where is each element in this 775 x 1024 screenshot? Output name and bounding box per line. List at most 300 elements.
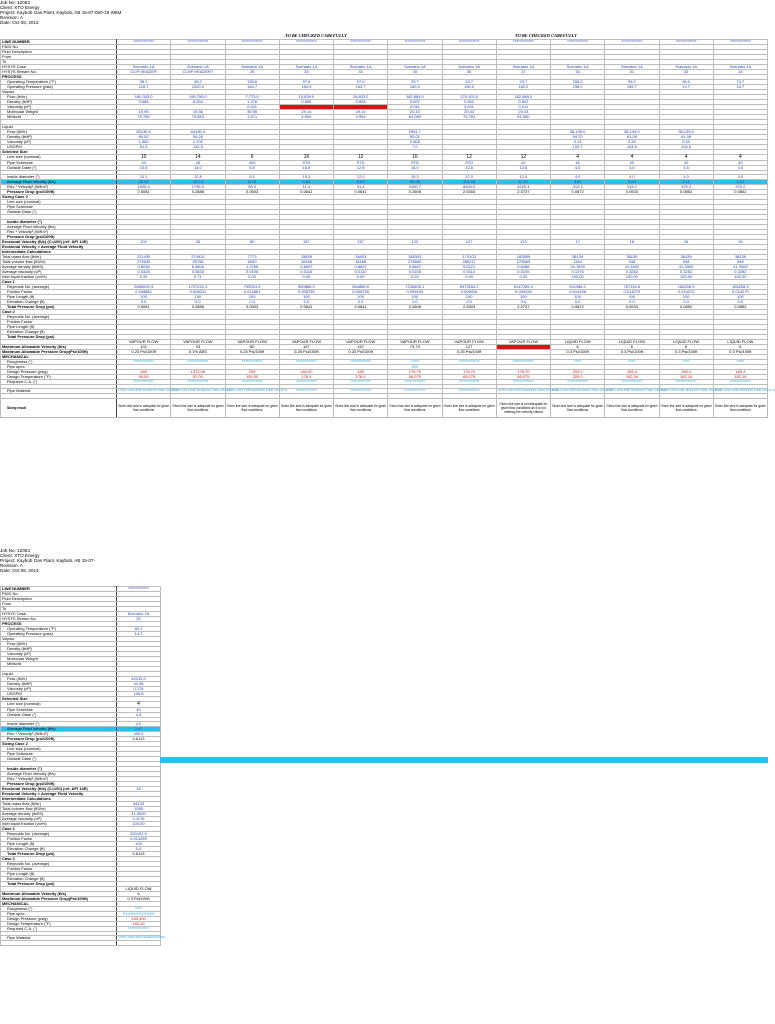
cell-value: Scenario 1A xyxy=(388,65,442,70)
cell-value: 10.1 xyxy=(117,175,171,180)
cell-value: 0.009426 xyxy=(496,289,550,294)
cell-value: 412.1 xyxy=(551,185,605,190)
cell-value: 5.534 xyxy=(171,100,225,105)
cell-value: 0.011 xyxy=(225,105,279,110)
cell-value: 0.3 Psi/100ft xyxy=(659,349,713,354)
cell-value: 160,303.0 xyxy=(117,95,171,100)
row-label: Fluid Description xyxy=(1,50,117,55)
cell-value: 1.560 xyxy=(117,139,171,144)
cell-value: 38139 xyxy=(713,254,767,259)
cell-value: ASTM A 106/A 53(B) SEAMLESS STEEL (A53-B Gr) xyxy=(714,389,775,393)
cell-value: XXXXXXXXXXXX xyxy=(279,359,333,364)
cell-value: 12.0 xyxy=(442,175,496,180)
cell-value: 948 xyxy=(659,259,713,264)
project: Project: Kaybob Gas Plant, Kaybob, AB 15-07-060-18 W5M xyxy=(0,10,122,15)
cell-value: 0.008755 xyxy=(279,289,333,294)
row-label: Density (lb/ft³) xyxy=(1,647,117,652)
cell-value: 182.16 xyxy=(659,374,713,379)
cell-value: 16 xyxy=(279,154,333,160)
cell-value: 15839 xyxy=(279,254,333,259)
cell-value: 0.012861 xyxy=(225,289,279,294)
cell-value: XXXX xyxy=(659,359,713,364)
cell-value: 8.4805 xyxy=(171,264,225,269)
cell-value: 4 xyxy=(551,154,605,160)
cell-value: 81.5 xyxy=(117,144,171,149)
cell-value: 250.0 xyxy=(551,80,605,85)
row-label: Pressure Drop (psi/100ft) xyxy=(1,234,117,239)
row-label: Density (lb/ft³) xyxy=(1,100,117,105)
row-label: Viscosity (cP) xyxy=(1,686,117,691)
row-label: Selected Size xyxy=(1,696,117,701)
cell-value: 139.6 xyxy=(225,80,279,85)
cell-value: 0.5081 xyxy=(117,304,171,309)
row-label: Intermediate Calculations xyxy=(1,249,117,254)
row-label: Pipe Schedule xyxy=(1,160,117,165)
cell-value: 4.0 xyxy=(551,175,605,180)
cell-value: XXXXXXXXXXXX xyxy=(442,379,496,384)
row-label: Line size (nominal) xyxy=(1,154,117,160)
cell-value: 0.0 xyxy=(605,299,659,304)
cell-value: 0.00 xyxy=(225,274,279,279)
cell-value: 38,139.0 xyxy=(551,129,605,134)
row-label: PROCESS xyxy=(1,622,117,627)
row-label: Flow (lb/hr) xyxy=(1,676,117,681)
cell-value: 375.2 xyxy=(713,185,767,190)
cell-value: 37 xyxy=(496,70,550,75)
cell-value: STD xyxy=(279,160,333,165)
cell-value: 0.25 Psi/100ft xyxy=(334,349,388,354)
cell-value: 0.0 xyxy=(117,299,171,304)
row-label: Total Pressure Drop (psi) xyxy=(1,881,117,886)
row-label: Elevation Change (ft) xyxy=(1,846,117,851)
row-label: Pipe Length (ft) xyxy=(1,841,117,846)
cell-value: 38,139.0 xyxy=(605,129,659,134)
cell-value: Given line size is adequate for given flow conditions xyxy=(225,398,279,417)
cell-value: LIQUID FLOW xyxy=(605,339,659,344)
row-label: Pipe Schedule xyxy=(1,707,117,712)
row-label: Elevation Change (ft) xyxy=(1,876,117,881)
cell-value: 87.02 xyxy=(496,180,550,185)
revision: Revision: A xyxy=(0,15,23,20)
check-note: TO BE CHECKED CAREFULLY xyxy=(515,33,577,38)
cell-value: 0.008755 xyxy=(334,289,388,294)
cell-value: 182889 xyxy=(496,254,550,259)
cell-value: 5.93 xyxy=(334,180,388,185)
cell-value: 18 xyxy=(117,786,161,791)
cell-value: 44133 xyxy=(117,801,161,806)
cell-value: 54.26 xyxy=(171,134,225,139)
cell-value: XXXXXXXXXXXX xyxy=(279,379,333,384)
cell-value: 102.7 xyxy=(551,144,605,149)
row-label: Pipe Schedule xyxy=(1,752,117,757)
cell-value: 0.1% ABS xyxy=(171,349,225,354)
cell-value: 550888.9 xyxy=(279,284,333,289)
cell-value: ASTM A 106/A 53(B) SEAMLESS STEEL (A53-B Gr) xyxy=(172,389,233,393)
cell-value: 100 xyxy=(279,294,333,299)
cell-value: 7,773.0 xyxy=(225,95,279,100)
cell-value: 3.12 xyxy=(713,180,767,185)
cell-value: 0.014270 xyxy=(605,289,659,294)
cell-value: CLIP HEADER xyxy=(117,70,171,75)
row-label: Reynolds No. (average) xyxy=(1,861,117,866)
cell-value: 18 xyxy=(713,70,767,75)
cell-value: VAPOUR FLOW xyxy=(388,339,442,344)
cell-value: Given line size is adequate for given flow conditions xyxy=(713,398,767,417)
cell-value: Scenario 1A xyxy=(117,612,161,617)
cell-value: XXXXXXXXXXXX xyxy=(171,40,225,45)
client: Client: XTO Energy xyxy=(0,553,40,558)
row-label: Erosional Velocity > Average Fluid Velocity xyxy=(1,791,117,796)
cell-value: 158.0 xyxy=(551,85,605,90)
cell-value: 7.0 xyxy=(388,144,442,149)
row-label: Operating Temperature (°F) xyxy=(1,80,117,85)
row-label: From xyxy=(1,55,117,60)
cell-value: 375.2 xyxy=(659,185,713,190)
row-label: Roughness (") xyxy=(1,359,117,364)
cell-value: 15.3 xyxy=(279,175,333,180)
cell-value: STD xyxy=(388,160,442,165)
cell-value: 6090 xyxy=(225,259,279,264)
cell-value: 1795.0 xyxy=(171,185,225,190)
cell-value: 157 xyxy=(279,239,333,244)
row-label: P&ID No. xyxy=(1,45,117,50)
cell-value: LIQUID FLOW xyxy=(659,339,713,344)
cell-value: 6225.4 xyxy=(496,185,550,190)
cell-value: 12.8 xyxy=(171,175,225,180)
cell-value: 0.0852 xyxy=(659,304,713,309)
cell-value: 0.0106 xyxy=(225,269,279,274)
cell-value: 0.2606 xyxy=(388,190,442,195)
row-label: Reynolds No. (average) xyxy=(1,831,117,836)
cell-value: 0.0018 xyxy=(388,359,442,364)
cell-value: XXXXXXXXXXXX xyxy=(388,379,442,384)
row-label: Pressure Drop (psi/100ft) xyxy=(1,781,117,786)
revision: Revision: A xyxy=(0,563,23,568)
cell-value: 80 xyxy=(225,344,279,349)
cell-value: 16 xyxy=(713,239,767,244)
cell-value: 2.5303 xyxy=(442,304,496,309)
cell-value: XXXX xyxy=(713,359,767,364)
cell-value: 23.7 xyxy=(496,80,550,85)
row-label: Viscosity (cP) xyxy=(1,139,117,144)
cell-value: 0.25 Psi/100ft xyxy=(225,349,279,354)
cell-value: 65.01 xyxy=(388,134,442,139)
line-sizing-table xyxy=(0,586,166,946)
row-label: Selected Size xyxy=(1,149,117,154)
row-label: Erosional Velocity (ft/s) (C=100) (ref. API 14E) xyxy=(1,786,117,791)
job-number: Job No: 12053 xyxy=(0,0,30,5)
cell-value: 221430 xyxy=(117,254,171,259)
row-label: Viscosity (cP) xyxy=(1,105,117,110)
row-label: Pipe spec. xyxy=(1,911,117,916)
cell-value: XXXXXXXXXXXX xyxy=(551,379,605,384)
row-label: Average Fluid Velocity (ft/s) xyxy=(1,180,117,185)
row-label: Sizing Case 2 xyxy=(1,742,117,747)
row-label: Operating Pressure (psia) xyxy=(1,632,117,637)
cell-value: XXXXXXXXXXXX xyxy=(279,40,333,45)
cell-value: 0.014289 xyxy=(117,836,161,841)
cell-value: 4 xyxy=(713,154,767,160)
row-label: Total mass flow (lb/hr) xyxy=(1,254,117,259)
cell-value: 66.075 xyxy=(496,374,550,379)
row-label: Molecular Weight xyxy=(1,110,117,115)
cell-value: 90.00 xyxy=(117,374,171,379)
cell-value: 34.7600 xyxy=(551,264,605,269)
cell-value: 0.31 xyxy=(117,274,171,279)
cell-value: 6 xyxy=(551,344,605,349)
cell-value: 7236605.1 xyxy=(388,284,442,289)
cell-value: LIQUID FLOW xyxy=(713,339,767,344)
cell-value: 166208.9 xyxy=(713,284,767,289)
cell-value: 40 xyxy=(117,707,161,712)
cell-value: XXXXXXXXXXXX xyxy=(225,359,279,364)
cell-value: XXXXXXXXXXXX xyxy=(605,379,659,384)
cell-value: 41.3300 xyxy=(605,264,659,269)
row-label: Maximum Allowable Pressure Drop(Psi/100ft) xyxy=(1,896,117,901)
cell-value: XXXXXXXXXXXX xyxy=(334,359,388,364)
cell-value: 104.6 xyxy=(605,144,659,149)
cell-value: 176.4 xyxy=(334,374,388,379)
cell-value: 4.0 xyxy=(713,175,767,180)
cell-value: 81.080 xyxy=(388,115,442,120)
cell-value: 18168 xyxy=(334,259,388,264)
cell-value: 20.43 xyxy=(388,110,442,115)
cell-value: 0.895 xyxy=(334,100,388,105)
cell-value: 6147285.4 xyxy=(496,284,550,289)
row-label: MECHANICAL xyxy=(1,354,117,359)
cell-value: 1080 xyxy=(117,806,161,811)
row-label: Case 1 xyxy=(1,279,117,284)
cell-value: 4.5 xyxy=(713,165,767,170)
cell-value: 16 xyxy=(388,154,442,160)
cell-value: 14.0 xyxy=(171,165,225,170)
row-label: Maximum Allowable Velocity (ft/s) xyxy=(1,344,117,349)
cell-value: 100 xyxy=(334,294,388,299)
cell-value: 160.0 xyxy=(442,85,496,90)
row-label: Design Pressure (psig) xyxy=(1,916,117,921)
row-label: HYSYS Stream No. xyxy=(1,617,117,622)
cell-value: 0.3 Psi/100ft xyxy=(713,349,767,354)
cell-value: 0.008311 xyxy=(171,289,225,294)
cell-value: 0.02 xyxy=(388,274,442,279)
row-label: Design Pressure (psig) xyxy=(1,369,117,374)
cell-value: VAPOUR FLOW xyxy=(225,339,279,344)
row-label: Reynolds No. (average) xyxy=(1,284,117,289)
row-label: HYSYS Stream No. xyxy=(1,70,117,75)
cell-value: 23.7 xyxy=(388,80,442,85)
cell-value: 0.822 xyxy=(388,100,442,105)
cell-value: XXXXXXXXXXXX xyxy=(659,40,713,45)
cell-value: 787116.6 xyxy=(605,284,659,289)
cell-value: XXXXXXXXXXXX xyxy=(659,379,713,384)
sheet-header xyxy=(0,548,160,573)
cell-value: Given line size is adequate for given flow conditions xyxy=(659,398,713,417)
cell-value: 564888.6 xyxy=(334,284,388,289)
cell-value: 0.0641 xyxy=(279,190,333,195)
cell-value: 0.011 xyxy=(496,105,550,110)
cell-value: 200 xyxy=(225,369,279,374)
cell-value: 0.011 xyxy=(442,105,496,110)
cell-value: 97.0 xyxy=(279,80,333,85)
row-label: Maximum Allowable Pressure Drop(Psi/100ft) xyxy=(1,349,117,354)
row-label: Pipe spec. xyxy=(1,364,117,369)
cell-value: 31 xyxy=(605,70,659,75)
cell-value: XXXXXXXXXXXX xyxy=(171,359,225,364)
cell-value: 12.8 xyxy=(496,165,550,170)
row-label: Pipe Material xyxy=(1,936,117,941)
row-label: To xyxy=(1,607,117,612)
cell-value: 0.1276 xyxy=(551,269,605,274)
cell-value: 4 xyxy=(605,154,659,160)
row-label: Inside diameter (") xyxy=(1,766,117,771)
cell-value: 40 xyxy=(659,160,713,165)
row-label: Total Pressure Drop (psi) xyxy=(1,334,117,339)
cell-value: 4.0 xyxy=(605,175,659,180)
row-label: Outside Diam (") xyxy=(1,757,117,762)
cell-value: 0.0641 xyxy=(334,304,388,309)
cell-value: 0.895 xyxy=(279,100,333,105)
row-label: Average density (lb/ft3) xyxy=(1,811,117,816)
cell-value: 0.805 xyxy=(388,139,442,144)
cell-value: 0.25 Psi/100ft xyxy=(279,349,333,354)
cell-value: 61.08 xyxy=(605,134,659,139)
cell-value: 100.00 xyxy=(605,274,659,279)
row-label: Rho * Velocity² (lb/ft.s²) xyxy=(1,732,117,737)
row-label: Required C.A. (") xyxy=(1,379,117,384)
cell-value: 30 xyxy=(551,70,605,75)
cell-value: 0.6113 xyxy=(117,737,161,742)
row-label: Friction Factor xyxy=(1,836,117,841)
cell-value: 40.98 xyxy=(388,180,442,185)
cell-value: 3.12 xyxy=(659,180,713,185)
cell-value: 2885000.3 xyxy=(117,284,171,289)
row-label: USGPM xyxy=(1,691,117,696)
cell-value: 57.00 xyxy=(171,374,225,379)
highlight-bar xyxy=(160,757,768,763)
cell-value: 40 xyxy=(551,160,605,165)
cell-value: XXXXXXXXXXXX xyxy=(496,359,550,364)
cell-value: 100 xyxy=(388,294,442,299)
cell-value: ASTM A 106/A 53(B) SEAMLESS STEEL xyxy=(118,936,166,940)
cell-value: 179,103.0 xyxy=(442,95,496,100)
cell-value: 6979184.2 xyxy=(442,284,496,289)
cell-value: 33758 xyxy=(171,259,225,264)
cell-value: 182.16 xyxy=(117,921,161,926)
cell-value: 0.3 Psi/100ft xyxy=(551,349,605,354)
cell-value: 4.80 xyxy=(279,180,333,185)
cell-value: 795024.5 xyxy=(225,284,279,289)
cell-value: 0.005193 xyxy=(388,289,442,294)
project: Project: Kaybob Gas Plant, Kaybob, AB 15-07- xyxy=(0,558,95,563)
row-label: Reynolds No. (average) xyxy=(1,314,117,319)
cell-value: 5.24 xyxy=(605,180,659,185)
cell-value: 0.0 xyxy=(171,299,225,304)
cell-value: 176.4 xyxy=(279,374,333,379)
cell-value: 1164 xyxy=(551,259,605,264)
cell-value: Given line size is adequate for given flow conditions xyxy=(442,398,496,417)
cell-value: 36 xyxy=(442,70,496,75)
cell-value: 14.7 xyxy=(117,632,161,637)
cell-value: 30 xyxy=(117,617,161,622)
cell-value: 4 xyxy=(117,701,161,707)
cell-value: 11.4 xyxy=(279,185,333,190)
cell-value: 65.075 xyxy=(442,374,496,379)
cell-value: 274910 xyxy=(171,254,225,259)
cell-value: 0.0852 xyxy=(713,304,767,309)
row-label: Case 1 xyxy=(1,826,117,831)
cell-value: XXXXXXXXXXXX xyxy=(496,40,550,45)
cell-value: 0.6221 xyxy=(442,264,496,269)
cell-value: 6 xyxy=(225,154,279,160)
cell-value: 0.822 xyxy=(442,100,496,105)
cell-value: VAPOUR FLOW xyxy=(334,339,388,344)
cell-value: Scenario 1A xyxy=(117,65,171,70)
cell-value: 41.06 xyxy=(117,681,161,686)
cell-value: 159.7 xyxy=(605,85,659,90)
cell-value: 100 xyxy=(605,294,659,299)
cell-value: 16 xyxy=(659,239,713,244)
cell-value: Scenario 1A xyxy=(442,65,496,70)
cell-value: 157 xyxy=(334,344,388,349)
row-label: HYSYS Case xyxy=(1,612,117,617)
row-label: Pipe Material xyxy=(1,389,117,394)
cell-value: 0.3 Psi/100ft xyxy=(605,349,659,354)
cell-value: 0.0872 xyxy=(551,304,605,309)
row-label: MMscfd xyxy=(1,115,117,120)
calculation-sheet-2 xyxy=(0,548,166,941)
cell-value: 4.994 xyxy=(334,115,388,120)
cell-value: 0.0852 xyxy=(713,190,767,195)
cell-value: 0.0 xyxy=(388,299,442,304)
cell-value: 0.13 xyxy=(551,139,605,144)
cell-value: 320.0 xyxy=(551,374,605,379)
cell-value: 0.8697 xyxy=(334,264,388,269)
cell-value: 79.781 xyxy=(442,115,496,120)
cell-value: 4.5 xyxy=(551,165,605,170)
row-label xyxy=(1,941,117,946)
cell-value: 66.075 xyxy=(388,374,442,379)
cell-value: STD xyxy=(334,160,388,165)
cell-value: XXXXXXXXXXXX xyxy=(171,379,225,384)
cell-value: 100.00 xyxy=(713,274,767,279)
cell-value: 41.0500 xyxy=(117,811,161,816)
cell-value: 6 xyxy=(659,344,713,349)
cell-value: 0.0933 xyxy=(605,190,659,195)
cell-value: 220191.0 xyxy=(117,831,161,836)
cell-value: 154.9 xyxy=(279,85,333,90)
cell-value: 0.0 xyxy=(713,299,767,304)
cell-value: 4.0 xyxy=(117,722,161,727)
cell-value: 44133.0 xyxy=(117,676,161,681)
cell-value: 0.8036 xyxy=(117,264,171,269)
cell-value: ASTM A 106/A 53(B) SEAMLESS STEEL (A53-B Gr) xyxy=(118,389,179,393)
cell-value: 74.7 xyxy=(713,80,767,85)
cell-value: XXXXXXXXXXXX xyxy=(442,40,496,45)
cell-value: 0.0933 xyxy=(605,304,659,309)
date: Date: Oct 08, 2013 xyxy=(0,568,39,573)
cell-value: XXXXXXXXXXXX xyxy=(713,40,767,45)
cell-value: 0.2888 xyxy=(171,304,225,309)
cell-value: 38.1 xyxy=(117,80,171,85)
cell-value: 1.2766 xyxy=(225,264,279,269)
row-label: USGPM xyxy=(1,144,117,149)
cell-value: Scenario 1A xyxy=(171,65,225,70)
row-label: Required C.A. (") xyxy=(1,926,117,931)
cell-value: 3.82 xyxy=(551,180,605,185)
cell-value: VAPOUR FLOW xyxy=(117,339,171,344)
row-label: Total Pressure Drop (psi) xyxy=(1,851,117,856)
cell-value: 33 xyxy=(279,70,333,75)
